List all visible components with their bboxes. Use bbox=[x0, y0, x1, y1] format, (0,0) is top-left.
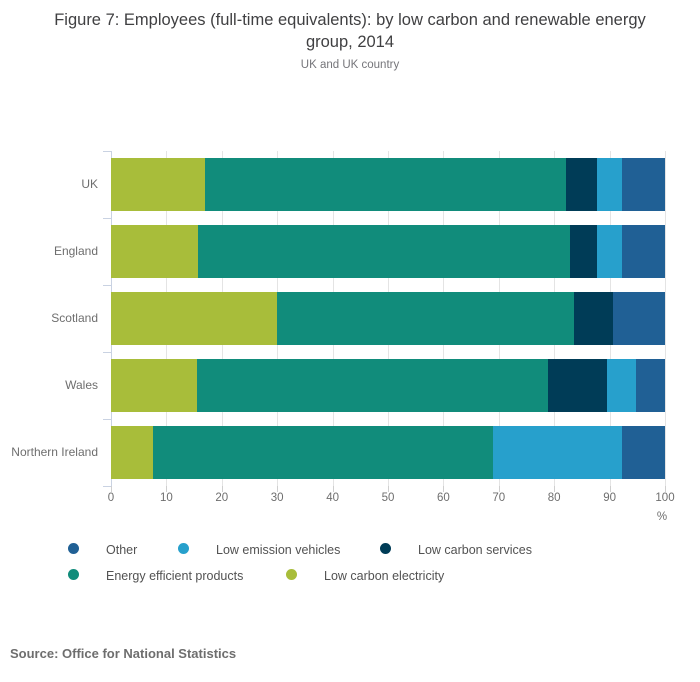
x-tick-label-30: 30 bbox=[270, 492, 284, 504]
bar-segment-england-low-emission-vehicles[interactable] bbox=[597, 225, 622, 278]
legend-swatch-low-carbon-electricity bbox=[286, 569, 297, 580]
x-axis-labels bbox=[107, 492, 675, 508]
bar-segment-england-other[interactable] bbox=[622, 225, 665, 278]
plot-area bbox=[111, 151, 665, 486]
legend-item-low-carbon-services[interactable] bbox=[380, 541, 532, 557]
bar-segment-wales-other[interactable] bbox=[636, 359, 665, 412]
bar-row-scotland bbox=[111, 292, 665, 345]
bar-row-wales bbox=[111, 359, 665, 412]
legend-label-other: Other bbox=[106, 543, 138, 557]
bar-row-uk bbox=[111, 158, 665, 211]
category-label-uk: UK bbox=[81, 177, 98, 191]
bar-segment-uk-energy-efficient-products[interactable] bbox=[205, 158, 566, 211]
y-axis-tick bbox=[103, 218, 111, 219]
gridline bbox=[665, 151, 666, 486]
x-tick-label-0: 0 bbox=[107, 492, 115, 504]
bar-segment-northern-ireland-energy-efficient-products[interactable] bbox=[153, 426, 494, 479]
x-axis-unit-label: % bbox=[656, 511, 668, 523]
bar-segment-uk-low-emission-vehicles[interactable] bbox=[597, 158, 622, 211]
bar-segment-scotland-other[interactable] bbox=[613, 292, 665, 345]
bar-segment-wales-low-emission-vehicles[interactable] bbox=[607, 359, 636, 412]
bar-segment-scotland-low-carbon-services[interactable] bbox=[574, 292, 613, 345]
category-label-scotland: Scotland bbox=[51, 311, 98, 325]
x-tick-label-10: 10 bbox=[159, 492, 173, 504]
bar-row-northern-ireland bbox=[111, 426, 665, 479]
legend-swatch-energy-efficient-products bbox=[68, 569, 79, 580]
legend-swatch-other bbox=[68, 543, 79, 554]
source-note: Source: Office for National Statistics bbox=[10, 646, 237, 661]
x-tick-label-90: 90 bbox=[603, 492, 616, 504]
legend-item-energy-efficient-products[interactable] bbox=[68, 567, 243, 583]
y-axis-tick bbox=[103, 419, 111, 420]
category-label-wales: Wales bbox=[65, 378, 98, 392]
y-axis-tick bbox=[103, 486, 111, 487]
x-tick-label-20: 20 bbox=[215, 492, 229, 504]
x-tick-label-100: 100 bbox=[655, 492, 675, 504]
bar-segment-uk-other[interactable] bbox=[622, 158, 665, 211]
y-axis-tick bbox=[103, 285, 111, 286]
legend-label-low-carbon-services: Low carbon services bbox=[418, 543, 532, 557]
category-label-northern-ireland: Northern Ireland bbox=[11, 445, 98, 459]
bar-segment-england-low-carbon-services[interactable] bbox=[570, 225, 597, 278]
legend-item-low-carbon-electricity[interactable] bbox=[286, 567, 444, 583]
bar-segment-northern-ireland-low-carbon-electricity[interactable] bbox=[111, 426, 153, 479]
chart-title: Figure 7: Employees (full-time equivalents): by low carbon and renewable energy group, 2014 bbox=[54, 11, 646, 51]
bar-row-england bbox=[111, 225, 665, 278]
legend-label-low-carbon-electricity: Low carbon electricity bbox=[324, 569, 445, 583]
x-tick-label-40: 40 bbox=[326, 492, 339, 504]
x-tick-label-80: 80 bbox=[547, 492, 561, 504]
chart-subtitle: UK and UK country bbox=[300, 59, 400, 71]
bar-segment-scotland-low-carbon-electricity[interactable] bbox=[111, 292, 277, 345]
legend-item-other[interactable] bbox=[68, 541, 137, 557]
bar-segment-wales-low-carbon-electricity[interactable] bbox=[111, 359, 197, 412]
x-tick-label-70: 70 bbox=[492, 492, 506, 504]
bar-segment-northern-ireland-low-emission-vehicles[interactable] bbox=[493, 426, 622, 479]
bar-segment-wales-low-carbon-services[interactable] bbox=[548, 359, 607, 412]
legend-label-low-emission-vehicles: Low emission vehicles bbox=[216, 543, 341, 557]
x-tick-label-60: 60 bbox=[436, 492, 450, 504]
y-axis-labels bbox=[0, 151, 98, 486]
y-axis-tick bbox=[103, 352, 111, 353]
category-label-england: England bbox=[53, 244, 98, 258]
bar-segment-wales-energy-efficient-products[interactable] bbox=[197, 359, 548, 412]
x-tick-label-50: 50 bbox=[381, 492, 395, 504]
bar-segment-scotland-energy-efficient-products[interactable] bbox=[277, 292, 574, 345]
bar-segment-uk-low-carbon-services[interactable] bbox=[566, 158, 597, 211]
legend-swatch-low-emission-vehicles bbox=[178, 543, 189, 554]
bar-segment-uk-low-carbon-electricity[interactable] bbox=[111, 158, 205, 211]
bar-segment-england-energy-efficient-products[interactable] bbox=[198, 225, 570, 278]
legend-label-energy-efficient-products: Energy efficient products bbox=[106, 569, 244, 583]
bar-segment-england-low-carbon-electricity[interactable] bbox=[111, 225, 198, 278]
bar-segment-northern-ireland-other[interactable] bbox=[622, 426, 665, 479]
y-axis-tick bbox=[103, 151, 111, 152]
legend-swatch-low-carbon-services bbox=[380, 543, 391, 554]
legend-item-low-emission-vehicles[interactable] bbox=[178, 541, 340, 557]
